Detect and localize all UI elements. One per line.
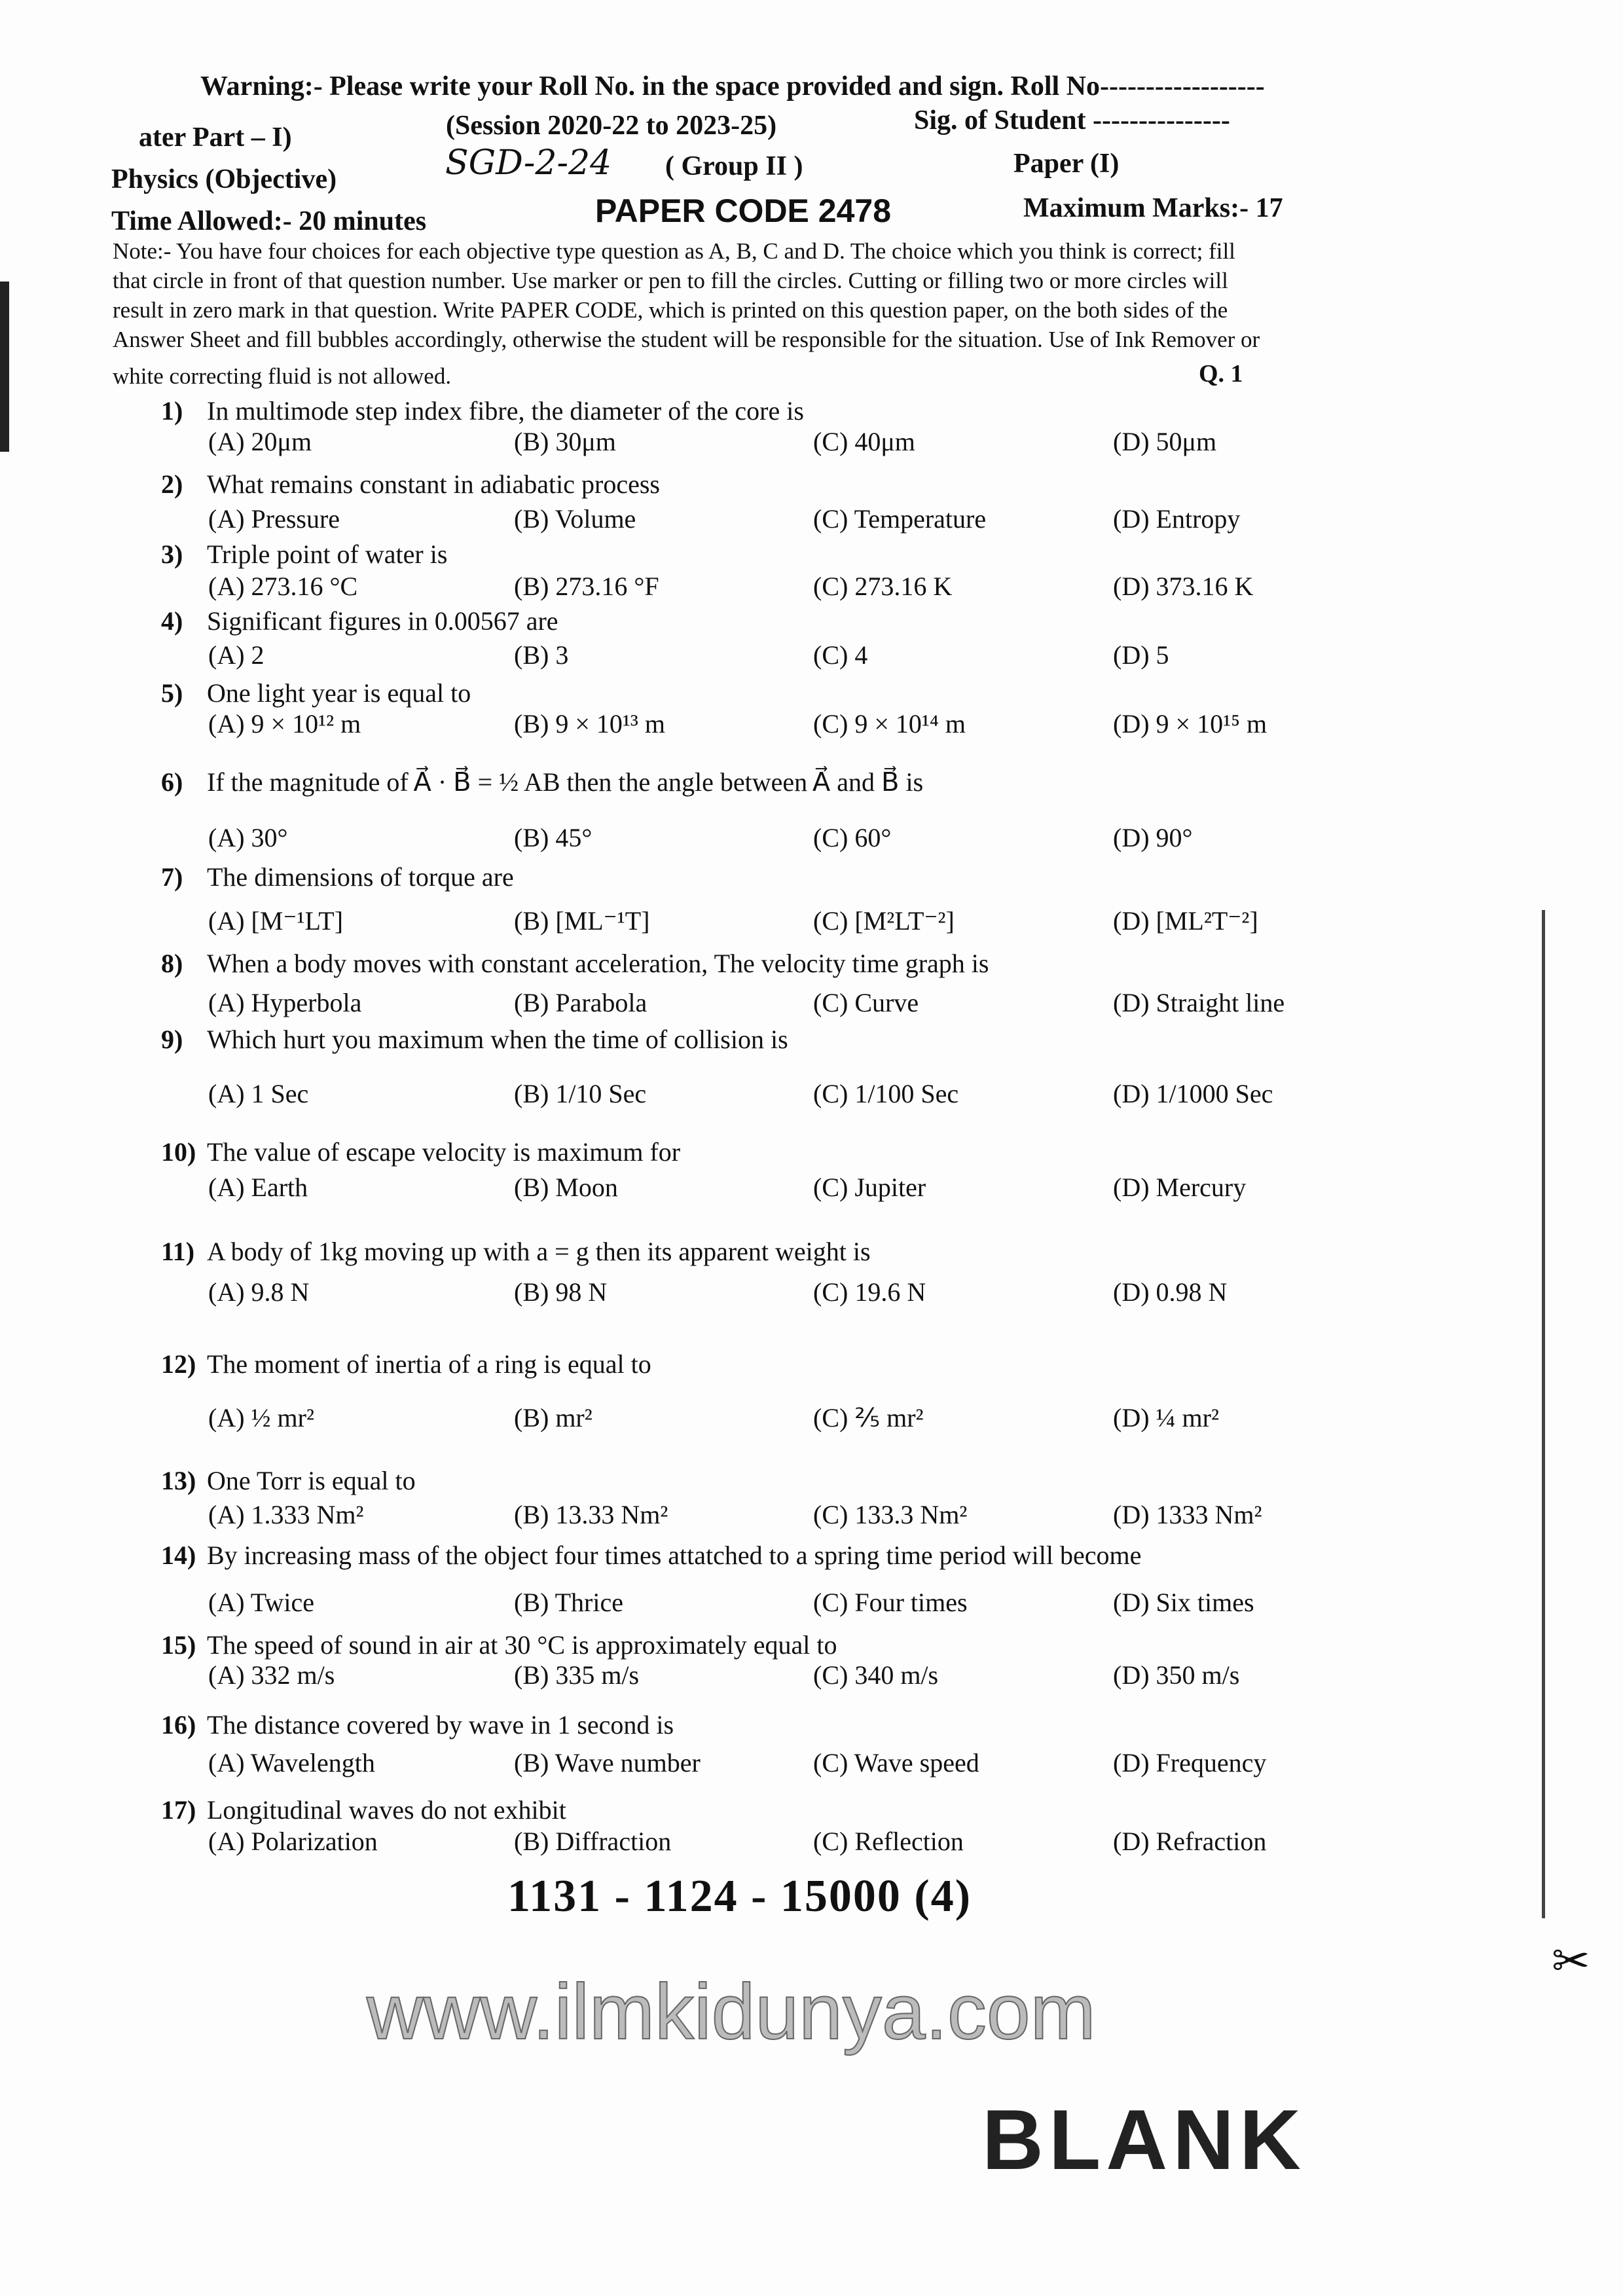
option-c: (C) [M²LT⁻²] (813, 906, 955, 936)
handwritten-note: SGD-2-24 (445, 143, 612, 183)
question-text: A body of 1kg moving up with a = g then its apparent weight is (207, 1237, 871, 1266)
option-a: (A) 1.333 Nm² (208, 1500, 364, 1529)
question-text: If the magnitude of A⃗ · B⃗ = ½ AB then the angle between A⃗ and B⃗ is (207, 767, 924, 797)
option-c: (C) Reflection (813, 1827, 964, 1856)
question-number: 7) (161, 862, 183, 892)
class-label: ater Part – I) (139, 122, 292, 153)
option-d: (D) Frequency (1113, 1748, 1267, 1777)
option-b: (B) [ML⁻¹T] (514, 906, 650, 936)
option-d: (D) 373.16 K (1113, 572, 1254, 601)
note-line: white correcting fluid is not allowed. (113, 363, 452, 389)
option-b: (B) Parabola (514, 988, 647, 1017)
option-c: (C) Curve (813, 988, 919, 1017)
option-b: (B) Moon (514, 1173, 618, 1202)
question-text: The speed of sound in air at 30 °C is approximately equal to (207, 1630, 837, 1660)
question-number: 1) (161, 396, 183, 426)
option-b: (B) 9 × 10¹³ m (514, 709, 665, 738)
question-number: 9) (161, 1025, 183, 1054)
footer-code: 1131 - 1124 - 15000 (4) (507, 1871, 972, 1922)
time-allowed: Time Allowed:- 20 minutes (111, 206, 427, 236)
paper-code: PAPER CODE 2478 (595, 192, 892, 229)
option-c: (C) 1/100 Sec (813, 1079, 959, 1108)
option-a: (A) Earth (208, 1173, 308, 1202)
question-number: 8) (161, 949, 183, 978)
option-a: (A) 2 (208, 640, 264, 670)
question-text: One Torr is equal to (207, 1466, 416, 1495)
option-a: (A) Wavelength (208, 1748, 375, 1777)
note-line: Answer Sheet and fill bubbles accordingly, otherwise the student will be responsible for the situation. Use of Ink Remover or (113, 327, 1260, 352)
option-b: (B) Volume (514, 504, 636, 534)
paper-label: Paper (I) (1013, 149, 1120, 179)
option-d: (D) Refraction (1113, 1827, 1267, 1856)
question-number: 2) (161, 469, 183, 499)
session-label: (Session 2020-22 to 2023-25) (446, 111, 777, 141)
option-a: (A) Twice (208, 1588, 314, 1617)
option-c: (C) Four times (813, 1588, 968, 1617)
blank-stamp: BLANK (982, 2092, 1306, 2187)
question-number: 6) (161, 767, 183, 797)
option-d: (D) 90° (1113, 823, 1193, 852)
option-b: (B) 45° (514, 823, 593, 852)
option-a: (A) [M⁻¹LT] (208, 906, 344, 936)
question-number: 16) (161, 1710, 196, 1740)
option-c: (C) 19.6 N (813, 1277, 926, 1307)
option-b: (B) mr² (514, 1403, 593, 1432)
option-c: (C) Jupiter (813, 1173, 926, 1202)
option-d: (D) Mercury (1113, 1173, 1247, 1202)
option-a: (A) 20μm (208, 427, 312, 456)
question-text: Which hurt you maximum when the time of collision is (207, 1025, 788, 1054)
question-text: The distance covered by wave in 1 second is (207, 1710, 674, 1740)
option-d: (D) Entropy (1113, 504, 1241, 534)
question-number: 15) (161, 1630, 196, 1660)
option-c: (C) 133.3 Nm² (813, 1500, 968, 1529)
question-number: 4) (161, 606, 183, 636)
option-a: (A) Polarization (208, 1827, 378, 1856)
option-c: (C) Wave speed (813, 1748, 979, 1777)
question-number: 12) (161, 1349, 196, 1379)
option-d: (D) 5 (1113, 640, 1169, 670)
option-d: (D) 50μm (1113, 427, 1217, 456)
signature-field: Sig. of Student --------------- (914, 105, 1230, 136)
option-d: (D) 1333 Nm² (1113, 1500, 1262, 1529)
option-c: (C) 273.16 K (813, 572, 953, 601)
option-d: (D) 0.98 N (1113, 1277, 1228, 1307)
question-text: The value of escape velocity is maximum for (207, 1137, 681, 1167)
question-text: When a body moves with constant acceleration, The velocity time graph is (207, 949, 989, 978)
option-a: (A) Hyperbola (208, 988, 362, 1017)
option-d: (D) Six times (1113, 1588, 1254, 1617)
question-text: Significant figures in 0.00567 are (207, 606, 558, 636)
question-text: The dimensions of torque are (207, 862, 514, 892)
option-b: (B) 1/10 Sec (514, 1079, 647, 1108)
option-c: (C) 40μm (813, 427, 915, 456)
question-number: 13) (161, 1466, 196, 1495)
question-text: Longitudinal waves do not exhibit (207, 1795, 566, 1825)
max-marks: Maximum Marks:- 17 (1023, 193, 1283, 223)
question-text: By increasing mass of the object four times attatched to a spring time period will become (207, 1540, 1142, 1570)
option-c: (C) 9 × 10¹⁴ m (813, 709, 966, 738)
option-d: (D) [ML²T⁻²] (1113, 906, 1258, 936)
option-a: (A) 332 m/s (208, 1660, 335, 1690)
option-d: (D) Straight line (1113, 988, 1285, 1017)
cut-line (1542, 910, 1545, 1918)
option-b: (B) 273.16 °F (514, 572, 659, 601)
group-label: ( Group II ) (665, 151, 803, 181)
note-line: result in zero mark in that question. Write PAPER CODE, which is printed on this question paper, on the both sides of the (113, 297, 1228, 323)
option-b: (B) 335 m/s (514, 1660, 640, 1690)
question-number: 14) (161, 1540, 196, 1570)
subject-label: Physics (Objective) (111, 164, 337, 194)
option-d: (D) 9 × 10¹⁵ m (1113, 709, 1267, 738)
option-b: (B) 98 N (514, 1277, 608, 1307)
option-a: (A) ½ mr² (208, 1403, 314, 1432)
note-line: that circle in front of that question number. Use marker or pen to fill the circles. Cutting or filling two or more circles will (113, 268, 1228, 293)
option-a: (A) 9 × 10¹² m (208, 709, 361, 738)
option-d: (D) ¼ mr² (1113, 1403, 1219, 1432)
note-line: Note:- You have four choices for each objective type question as A, B, C and D. The choice which you think is correct; fill (113, 238, 1235, 264)
option-b: (B) Wave number (514, 1748, 701, 1777)
question-number: 10) (161, 1137, 196, 1167)
option-c: (C) 60° (813, 823, 892, 852)
option-a: (A) 1 Sec (208, 1079, 309, 1108)
question-text: One light year is equal to (207, 678, 471, 708)
warning-line: Warning:- Please write your Roll No. in the space provided and sign. Roll No------------------ (200, 71, 1265, 101)
option-c: (C) 340 m/s (813, 1660, 939, 1690)
option-b: (B) Diffraction (514, 1827, 672, 1856)
option-b: (B) 3 (514, 640, 569, 670)
option-b: (B) 30μm (514, 427, 616, 456)
question-text: In multimode step index fibre, the diameter of the core is (207, 396, 804, 426)
scan-edge (0, 282, 9, 452)
question-number: 17) (161, 1795, 196, 1825)
question-text: The moment of inertia of a ring is equal to (207, 1349, 651, 1379)
question-label: Q. 1 (1199, 360, 1243, 388)
option-d: (D) 350 m/s (1113, 1660, 1240, 1690)
question-number: 3) (161, 539, 183, 569)
option-b: (B) Thrice (514, 1588, 623, 1617)
option-b: (B) 13.33 Nm² (514, 1500, 668, 1529)
question-number: 11) (161, 1237, 195, 1266)
question-text: What remains constant in adiabatic process (207, 469, 660, 499)
question-number: 5) (161, 678, 183, 708)
option-a: (A) Pressure (208, 504, 340, 534)
watermark: www.ilmkidunya.com (367, 1968, 1096, 2056)
option-c: (C) Temperature (813, 504, 987, 534)
option-d: (D) 1/1000 Sec (1113, 1079, 1273, 1108)
option-c: (C) 4 (813, 640, 868, 670)
question-text: Triple point of water is (207, 539, 448, 569)
option-a: (A) 9.8 N (208, 1277, 310, 1307)
option-c: (C) ⅖ mr² (813, 1403, 924, 1432)
option-a: (A) 30° (208, 823, 288, 852)
scissors-icon: ✂ (1552, 1937, 1590, 1987)
option-a: (A) 273.16 °C (208, 572, 358, 601)
